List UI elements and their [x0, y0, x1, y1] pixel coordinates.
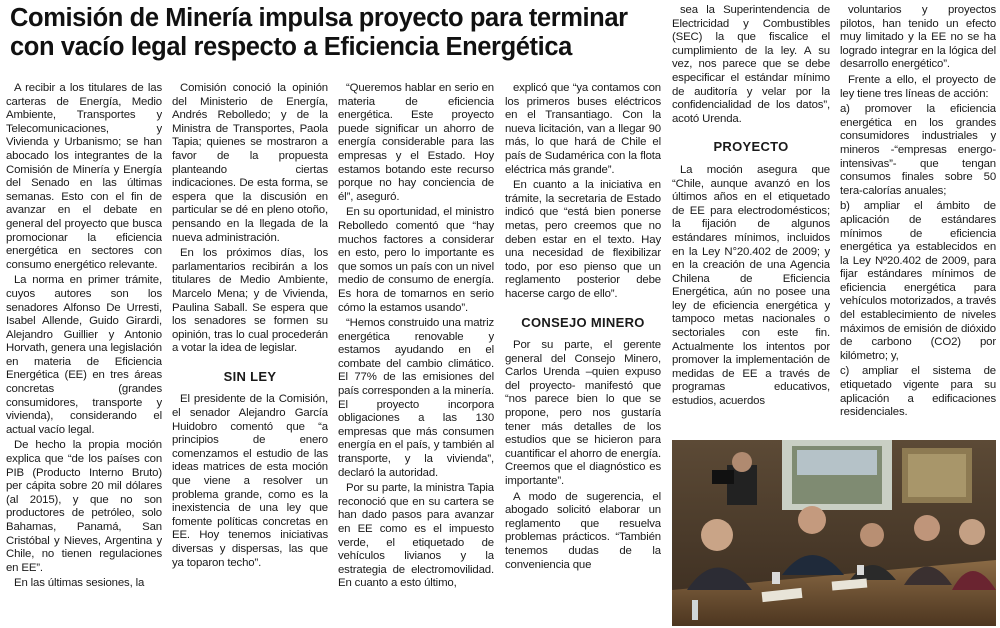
subheading-sin-ley: SIN LEY — [223, 368, 277, 384]
paragraph: Comisión conoció la opinión del Ministerio de Energía, Andrés Rebolledo; y de la Ministra de Transportes, Paola Tapia; quienes se mostraron a favor de la propuesta planteando ciertas indicaciones. De esta forma, se espera que la discusión en particular se dé en pleno otoño, pensando en la llegada de la nueva administración. — [172, 82, 328, 244]
paragraph: El presidente de la Comisión, el senador Alejandro García Huidobro comentó que “a principios de enero comenzamos el estudio de las ideas matrices de esta moción que viene a resolver un problema grande, como es la inexistencia de una ley que fomente políticas concretas en EE. Hoy tenemos iniciativas diversas y dispersas, las que ya toparon techo”. — [172, 393, 328, 569]
paragraph: De hecho la propia moción explica que “de los países con PIB (Producto Interno Bruto) per cápita sobre 20 mil dólares (al 2015), y que no son productores de petróleo, solo Bahamas, Panamá, San Cristóbal y Nieves, Argentina y Chile, no tienen regulaciones en EE”. — [6, 439, 162, 574]
column-5 — [672, 4, 830, 434]
meeting-photo — [672, 440, 996, 626]
subheading-consejo-minero: CONSEJO MINERO — [521, 314, 645, 330]
column-4 — [505, 82, 661, 628]
column-3 — [338, 82, 494, 628]
paragraph: La norma en primer trámite, cuyos autores son los senadores Alfonso De Urresti, Isabel Allende, Guido Girardi, Alejandro Guillier y Antonio Horvath, genera una legislación en materia de Eficiencia Energética (EE) en tres áreas concretas (grandes consumidores, transporte y vivienda), considerando el actual vacío legal. — [6, 274, 162, 436]
list-item: b) ampliar el ámbito de aplicación de estándares mínimos de eficiencia energética ya establecidos en la Ley Nº20.402 de 2009, para fijar estándares mínimos de eficiencia energética para vehículos motorizados, a través del establecimiento de niveles máximos de emisión de dióxido de carbono (CO2) por kilómetro; y, — [840, 200, 996, 362]
paragraph: “Queremos hablar en serio en materia de eficiencia energética. Este proyecto puede significar un ahorro de energía considerable para las empresas y el Estado. Hoy estamos botando este recurso porque no hay conciencia de él”, aseguró. — [338, 82, 494, 203]
paragraph: sea la Superintendencia de Electricidad y Combustibles (SEC) la que fiscalice el cumplimiento de la ley. A su vez, nos parece que se debe especificar el estándar mínimo de auditoría y velar por la confidencialidad de los datos”, acotó Urenda. — [672, 4, 830, 125]
subheading-proyecto: PROYECTO — [713, 139, 789, 155]
list-item: a) promover la eficiencia energética en los grandes consumidores industriales y mineros -“empresas energo-intensivas”- que tengan consumos finales sobre 50 tera-calorías anuales; — [840, 103, 996, 197]
paragraph: A recibir a los titulares de las carteras de Energía, Medio Ambiente, Transportes y Telecomunicaciones, y Vivienda y Urbanismo; se han abocado los integrantes de la Comisión de Minería y Energía del Senado en las últimas semanas. Esto con el fin de avanzar en el debate en general del proyecto que busca promocionar la eficiencia energética en sectores con consumo energético relevante. — [6, 82, 162, 271]
paragraph: Por su parte, la ministra Tapia reconoció que en su cartera se han dado pasos para avanzar en EE como es el impuesto verde, el etiquetado de vehículos livianos y la estrategia de electromovilidad. En cuanto a esto último, — [338, 482, 494, 590]
list-item: c) ampliar el sistema de etiquetado vigente para su aplicación a edificaciones residenciales. — [840, 365, 996, 419]
headline: Comisión de Minería impulsa proyecto para terminar con vacío legal respecto a Eficiencia Energética — [10, 4, 628, 61]
paragraph: Frente a ello, el proyecto de ley tiene tres líneas de acción: — [840, 73, 996, 100]
paragraph: La moción asegura que “Chile, aunque avanzó en los últimos años en el etiquetado de EE para electrodomésticos; la fijación de algunos estándares mínimos, incluidos en la Ley N°20.402 de 2009; y en la creación de una Agencia Chilena de Eficiencia Energética, aún no posee una ley de eficiencia energética y tampoco metas nacionales o sectoriales con este fin. Actualmente los intentos por promover la implementación de medidas de EE a través de programas educativos, estudios, acuerdos — [672, 163, 830, 408]
paragraph: En los próximos días, los parlamentarios recibirán a los titulares de Medio Ambiente, Marcelo Mena; y de Vivienda, Paulina Saball. Se espera que los senadores se formen su opinión, tras lo cual procederán a votar la idea de legislar. — [172, 247, 328, 355]
column-1 — [6, 82, 162, 628]
paragraph: voluntarios y proyectos pilotos, han tenido un efecto muy limitado y la EE no se ha logrado integrar en la lógica del desarrollo energético”. — [840, 4, 996, 71]
column-6 — [840, 4, 996, 434]
meeting-photo-illustration — [672, 440, 996, 626]
paragraph: En las últimas sesiones, la — [14, 577, 145, 590]
paragraph: A modo de sugerencia, el abogado solicitó elaborar un reglamento que resuelva problemas prácticos. “También tenemos dudas de la conveniencia que — [505, 490, 661, 571]
paragraph: “Hemos construido una matriz energética renovable y estamos ayudando en el combate del cambio climático. El 77% de las emisiones del país corresponden a la minería. El proyecto incorpora obligaciones a las 130 empresas que más consumen energía en el país, y también al transporte, y la vivienda”, declaró la autoridad. — [338, 317, 494, 479]
paragraph: explicó que “ya contamos con los primeros buses eléctricos en el Transantiago. Con la nueva licitación, van a llegar 90 más, lo que hará de Chile el país de Sudamérica con la flota eléctrica más grande”. — [505, 82, 661, 176]
paragraph: Por su parte, el gerente general del Consejo Minero, Carlos Urenda –quien expuso del proyecto- manifestó que “nos parece bien lo que se propone, pero nos gustaría tener más detalles de los estudios que se hicieron para cuantificar el ahorro de energía. Creemos que el diagnóstico es importante”. — [505, 339, 661, 488]
paragraph: En su oportunidad, el ministro Rebolledo comentó que “hay muchos factores a considerar en esto, pero lo importante es que somos un país con un nivel medio de consumo de energía. Es hora de tomarnos en serio cómo la estamos usando”. — [338, 206, 494, 314]
column-2 — [172, 82, 328, 628]
paragraph: En cuanto a la iniciativa en trámite, la secretaria de Estado indicó que “está bien ponerse metas, pero creemos que no deben estar en el texto. Hay una necesidad de flexibilizar todo, por eso pienso que un reglamento posterior debe hacerse cargo de ello”. — [505, 179, 661, 300]
